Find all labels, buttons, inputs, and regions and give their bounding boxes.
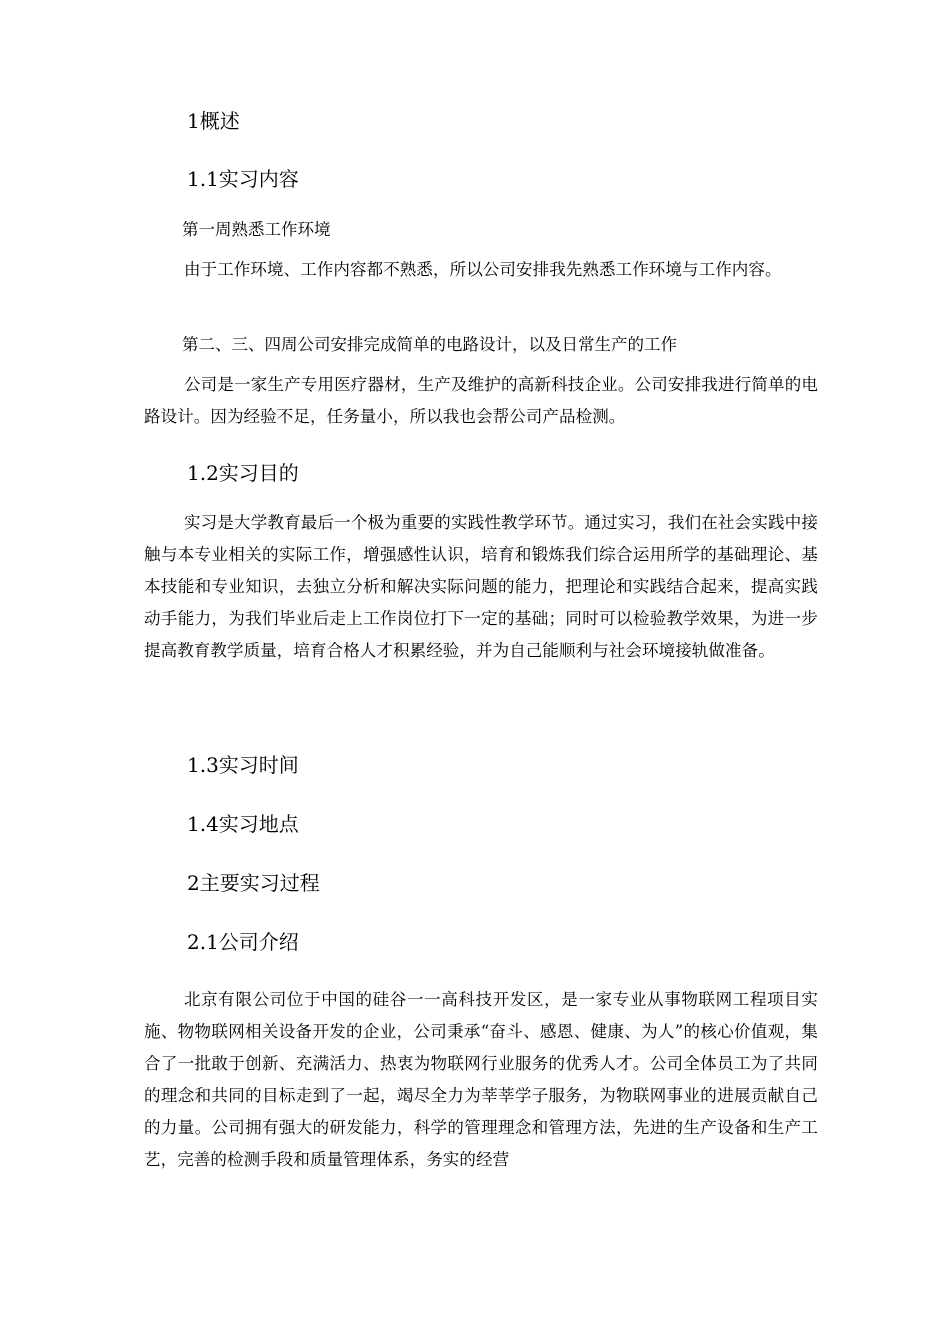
heading-internship-time: 1.3实习时间: [187, 753, 299, 777]
heading-company-intro: 2.1公司介绍: [187, 930, 299, 954]
week1-title: 第一周熟悉工作环境: [182, 220, 331, 239]
week234-title: 第二、三、四周公司安排完成简单的电路设计，以及日常生产的工作: [182, 335, 677, 354]
heading-internship-location: 1.4实习地点: [187, 812, 299, 836]
purpose-paragraph: 实习是大学教育最后一个极为重要的实践性教学环节。通过实习，我们在社会实践中接触与本专业相关的实际工作，增强感性认识，培育和锻炼我们综合运用所学的基础理论、基本技能和专业知识，去独立分析和解决实际问题的能力，把理论和实践结合起来，提高实践动手能力，为我们毕业后走上工作岗位打下一定的基础；同时可以检验教学效果，为进一步提高教育教学质量，培育合格人才积累经验，并为自己能顺利与社会环境接轨做准备。: [144, 513, 818, 660]
heading-overview: 1概述: [187, 109, 240, 133]
week1-paragraph: 由于工作环境、工作内容都不熟悉，所以公司安排我先熟悉工作环境与工作内容。: [184, 260, 782, 279]
company-paragraph: 北京有限公司位于中国的硅谷一一高科技开发区，是一家专业从事物联网工程项目实施、物物联网相关设备开发的企业，公司秉承“奋斗、感恩、健康、为人”的核心价值观，集合了一批敢于创新、充满活力、热衷为物联网行业服务的优秀人才。公司全体员工为了共同的理念和共同的目标走到了一起，竭尽全力为莘莘学子服务，为物联网事业的进展贡献自己的力量。公司拥有强大的研发能力，科学的管理理念和管理方法，先进的生产设备和生产工艺，完善的检测手段和质量管理体系，务实的经营: [144, 990, 818, 1169]
heading-internship-content: 1.1实习内容: [187, 167, 299, 191]
week234-paragraph: 公司是一家生产专用医疗器材，生产及维护的高新科技企业。公司安排我进行简单的电路设计。因为经验不足，任务量小，所以我也会帮公司产品检测。: [144, 375, 818, 426]
heading-main-process: 2主要实习过程: [187, 871, 320, 895]
heading-internship-purpose: 1.2实习目的: [187, 461, 299, 485]
